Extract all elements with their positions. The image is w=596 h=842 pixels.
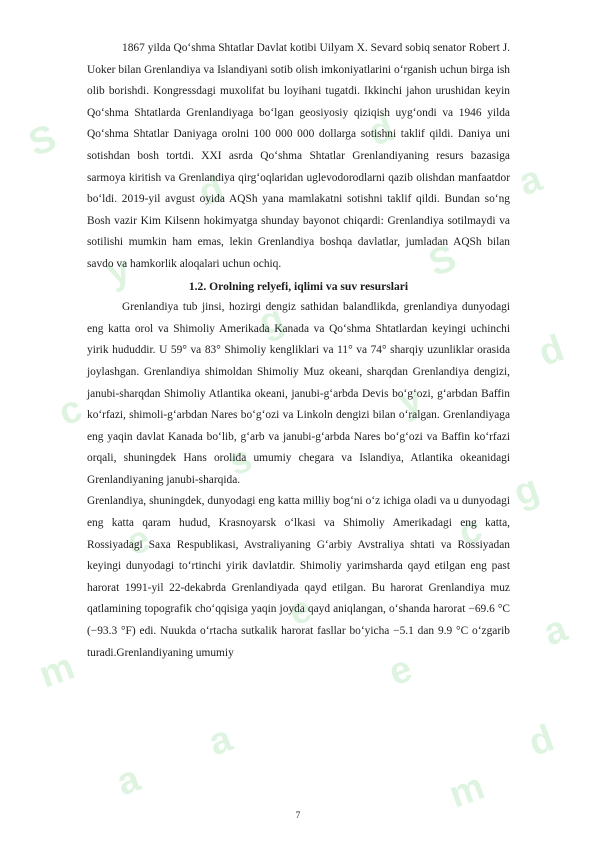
- watermark-letter: d: [193, 167, 230, 215]
- watermark-letter: s: [223, 437, 258, 485]
- watermark-letter: g: [508, 467, 545, 515]
- watermark-letter: g: [253, 297, 290, 345]
- watermark-letter: c: [453, 507, 488, 555]
- watermark-letter: y: [393, 377, 428, 425]
- watermark-letter: d: [363, 107, 400, 155]
- watermark-letter: e: [121, 517, 156, 565]
- watermark-letter: S: [23, 116, 62, 166]
- paragraph-climate: Grenlandiya, shuningdek, dunyodagi eng katta milliy bog‘ni o‘z ichiga oladi va u dunyodagi eng katta qaram hudud, Krasnoyarsk o‘lkasi va Shimoliy Amerikadagi eng katta, Rossiyadagi Saxa Respublikasi, Avstraliyaning G‘arbiy Avstraliya shtati va Rossiyadan keyingi dunyodagi to‘rtinchi yirik davlatdir. Shimoliy yarimsharda qayd etilgan eng past harorat 1991-yil 22-dekabrda Grenlandiyada qayd etilgan. Bu harorat Grenlandiya muz qatlamining topografik cho‘qqisiga yaqin joyda qayd aniqlangan, o‘shanda harorat −69.6 °C (−93.3 °F) edi. Nuukda o‘rtacha sutkalik harorat fasllar bo‘yicha −5.1 dan 9.9 °C o‘zgarib turadi.Grenlandiyaning umumiy: [87, 495, 510, 659]
- section-heading: 1.2. Orolning relyefi, iqlimi va suv resurslari: [188, 279, 409, 293]
- page-body: [87, 38, 510, 664]
- paragraph-history: 1867 yilda Qo‘shma Shtatlar Davlat kotibi Uilyam X. Sevard sobiq senator Robert J. Uoker bilan Grenlandiya va Islandiyani sotib olish imkoniyatlarini o‘rganish uchun birga ish olib borishdi. Kongressdagi muxolifat bu loyihani tugatdi. Ikkinchi jahon urushidan keyin Qo‘shma Shtatlarda Grenlandiyaga bo‘lgan geosiyosiy qiziqish uyg‘ondi va 1946 yilda Qo‘shma Shtatlar Daniyaga orolni 100 000 000 dollarga sotishni taklif qildi. Daniya uni sotishdan bosh tortdi. XXI asrda Qo‘shma Shtatlar Grenlandiyaning resurs bazasiga sarmoya kiritish va Grenlandiya qirg‘oqlaridan uglevodorodlarni qazib olishdan manfaatdor bo‘ldi. 2019-yil avgust oyida AQSh yana mamlakatni sotishni taklif qildi. Bundan so‘ng Bosh vazir Kim Kilsenn hokimyatga shunday bayonot chiqardi: Grenlandiya sotilmaydi va sotilishi mumkin ham emas, lekin Grenlandiya boshqa davlatlar, jumladan AQSh bilan savdo va hamkorlik aloqalari uchun ochiq.: [87, 42, 510, 270]
- watermark-letter: e: [283, 587, 318, 635]
- watermark-letter: c: [53, 387, 88, 435]
- watermark-letter: m: [33, 645, 80, 697]
- page-number: 7: [295, 811, 301, 821]
- watermark-letter: S: [423, 236, 462, 286]
- watermark-letter: d: [533, 327, 570, 375]
- watermark-letter: a: [513, 157, 548, 205]
- paragraph-geography: Grenlandiya tub jinsi, hozirgi dengiz sathidan balandlikda, grenlandiya dunyodagi eng katta orol va Shimoliy Amerikada Kanada va Qo‘shma Shtatlardan keyingi uchinchi yirik hududdir. U 59° va 83° Shimoliy kengliklari va 11° va 74° sharqiy uzunliklar orasida joylashgan. Grenlandiya shimoldan Shimoliy Muz okeani, sharqdan Grenlandiya dengizi, janubi-sharqdan Shimoliy Atlantika okeani, janubi-g‘arbda Devis bo‘g‘ozi, g‘arbdan Baffin ko‘rfazi, shimoli-g‘arbdan Nares bo‘g‘ozi va Linkoln dengizi bilan o‘ralgan. Grenlandiyaga eng yaqin davlat Kanada bo‘lib, g‘arb va janubi-g‘arbda Nares bo‘g‘ozi va Baffin ko‘rfazi orqali, shuningdek Hans orolida umumiy chegara va Islandiya, Atlantika okeanidagi Grenlandiyaning janubi-sharqida.: [87, 301, 510, 486]
- watermark-letter: a: [203, 717, 238, 765]
- watermark-letter: y: [101, 247, 136, 295]
- watermark-letter: a: [111, 757, 146, 805]
- watermark-letter: a: [538, 607, 573, 655]
- watermark-letter: m: [443, 765, 490, 817]
- watermark-letter: d: [523, 717, 560, 765]
- watermark-letter: e: [383, 647, 418, 695]
